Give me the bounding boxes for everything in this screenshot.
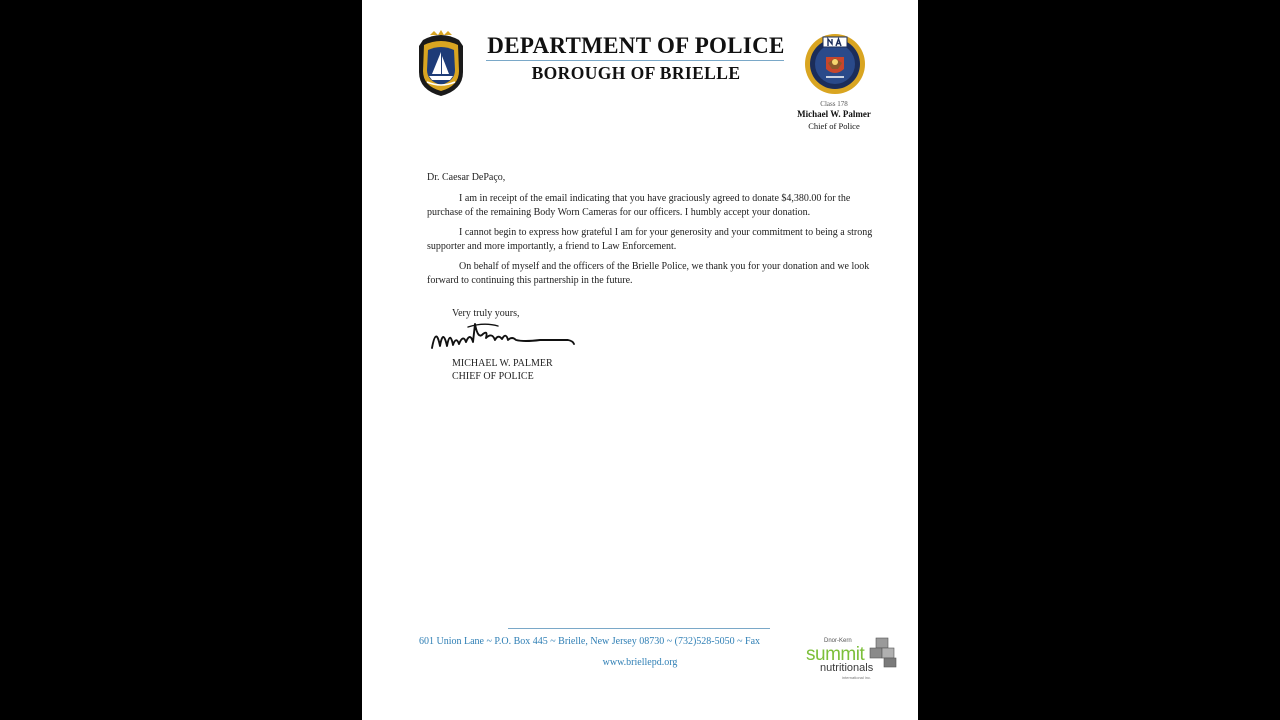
header-divider <box>486 60 784 61</box>
brielle-police-badge-icon <box>415 30 467 98</box>
salutation: Dr. Caesar DePaço, <box>427 172 506 183</box>
cube-stack-icon <box>868 636 900 668</box>
fbi-national-academy-seal-icon <box>804 33 866 95</box>
sponsor-top-text: Dnor-Kern <box>824 638 852 644</box>
department-heading: DEPARTMENT OF POLICE <box>487 33 785 58</box>
chief-title: Chief of Police <box>808 121 860 131</box>
sponsor-small-text: international inc. <box>842 675 872 680</box>
signer-name: MICHAEL W. PALMER <box>452 358 553 369</box>
closing: Very truly yours, <box>452 308 520 319</box>
letter-paragraph: On behalf of myself and the officers of the Brielle Police, we thank you for your donation and we look forward to continuing this partnership in the future. <box>427 261 870 286</box>
handwritten-signature <box>428 320 580 358</box>
footer-address: 601 Union Lane ~ P.O. Box 445 ~ Brielle, New Jersey 08730 ~ (732)528-5050 ~ Fax <box>419 636 761 647</box>
signer-title: CHIEF OF POLICE <box>452 371 534 382</box>
chief-name: Michael W. Palmer <box>797 109 871 119</box>
sponsor-brand-sub: nutritionals <box>820 662 874 674</box>
summit-nutritionals-logo-icon <box>802 634 902 682</box>
letter-page <box>362 0 918 720</box>
footer-website: www.briellepd.org <box>602 657 678 668</box>
borough-heading: BOROUGH OF BRIELLE <box>531 63 741 83</box>
letter-paragraph: I cannot begin to express how grateful I am for your generosity and your commitment to being a strong supporter and more importantly, a friend to Law Enforcement. <box>427 227 873 252</box>
letter-paragraph: I am in receipt of the email indicating that you have graciously agreed to donate $4,380.00 for the purchase of the remaining Body Worn Cameras for our officers. I humbly accept your donation. <box>427 193 851 218</box>
sponsor-brand: summit <box>806 644 865 665</box>
class-line: Class 178 <box>820 100 848 108</box>
footer-divider <box>508 628 770 629</box>
